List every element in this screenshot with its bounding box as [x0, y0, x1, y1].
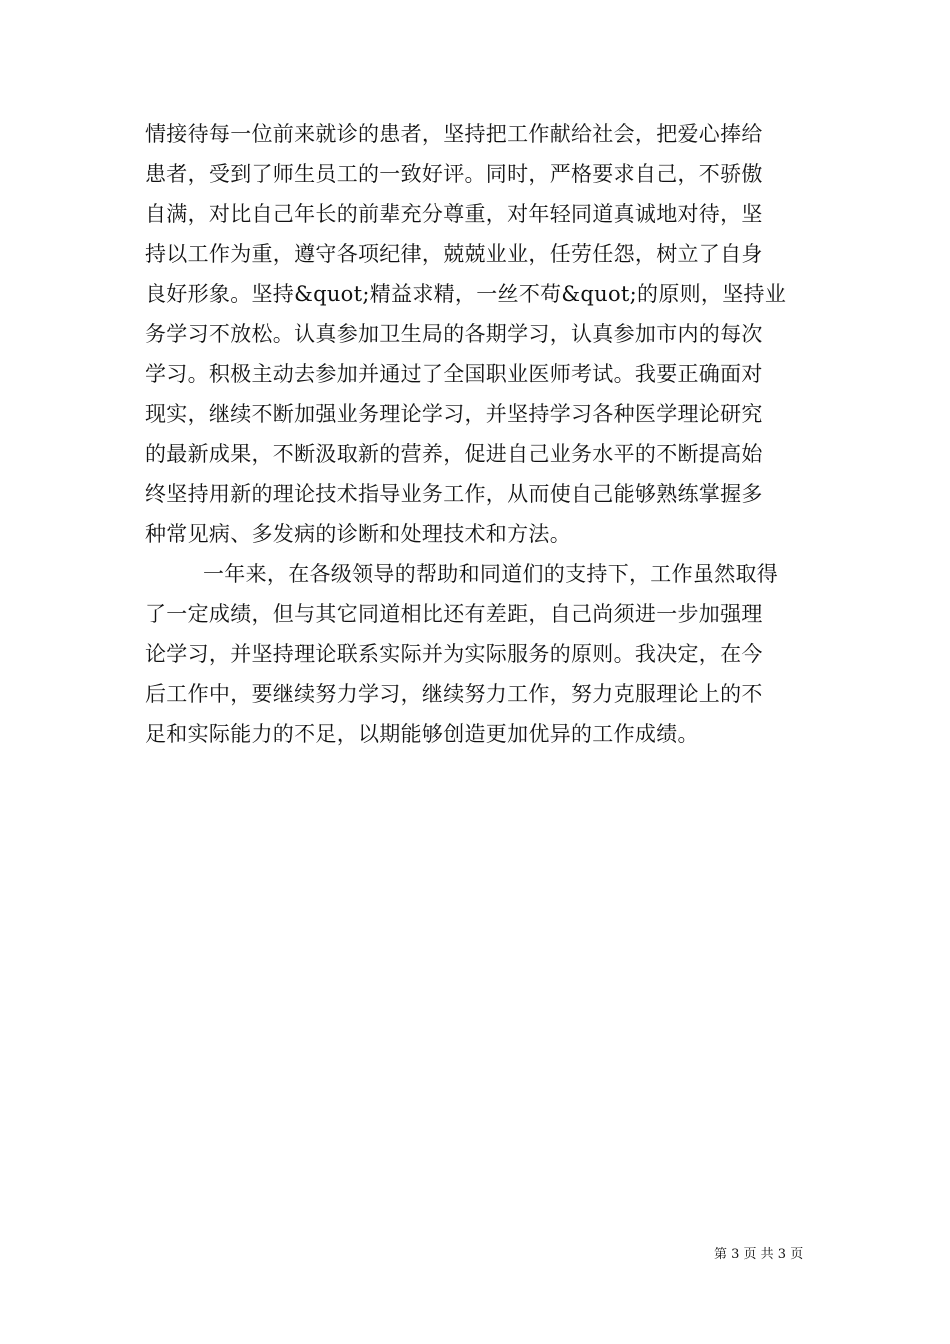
text-line: 务学习不放松。认真参加卫生局的各期学习，认真参加市内的每次 — [145, 322, 763, 346]
text-line: 持以工作为重，遵守各项纪律，兢兢业业，任劳任怨，树立了自身 — [145, 242, 763, 266]
page-number-footer: 第 3 页 共 3 页 — [714, 1247, 804, 1262]
text-line: 论学习，并坚持理论联系实际并为实际服务的原则。我决定，在今 — [145, 642, 763, 666]
document-body — [145, 114, 810, 754]
text-line: 情接待每一位前来就诊的患者，坚持把工作献给社会，把爱心捧给 — [145, 122, 763, 146]
paragraph-2 — [145, 554, 810, 754]
text-line: 现实，继续不断加强业务理论学习，并坚持学习各种医学理论研究 — [145, 402, 763, 426]
text-line: 学习。积极主动去参加并通过了全国职业医师考试。我要正确面对 — [145, 362, 763, 386]
text-line: 患者，受到了师生员工的一致好评。同时，严格要求自己，不骄傲 — [145, 162, 763, 186]
text-line: 了一定成绩，但与其它同道相比还有差距，自己尚须进一步加强理 — [145, 602, 763, 626]
text-line: 的最新成果，不断汲取新的营养，促进自己业务水平的不断提高始 — [145, 442, 763, 466]
text-line: 自满，对比自己年长的前辈充分尊重，对年轻同道真诚地对待，坚 — [145, 202, 763, 226]
text-line: 种常见病、多发病的诊断和处理技术和方法。 — [145, 522, 571, 546]
text-line: 终坚持用新的理论技术指导业务工作，从而使自己能够熟练掌握多 — [145, 482, 763, 506]
text-line: 良好形象。坚持&quot;精益求精，一丝不苟&quot;的原则，坚持业 — [145, 282, 787, 306]
text-line: 足和实际能力的不足，以期能够创造更加优异的工作成绩。 — [145, 722, 699, 746]
text-line: 后工作中，要继续努力学习，继续努力工作，努力克服理论上的不 — [145, 682, 763, 706]
paragraph-1 — [145, 114, 810, 554]
text-line: 一年来，在各级领导的帮助和同道们的支持下，工作虽然取得 — [203, 562, 779, 586]
